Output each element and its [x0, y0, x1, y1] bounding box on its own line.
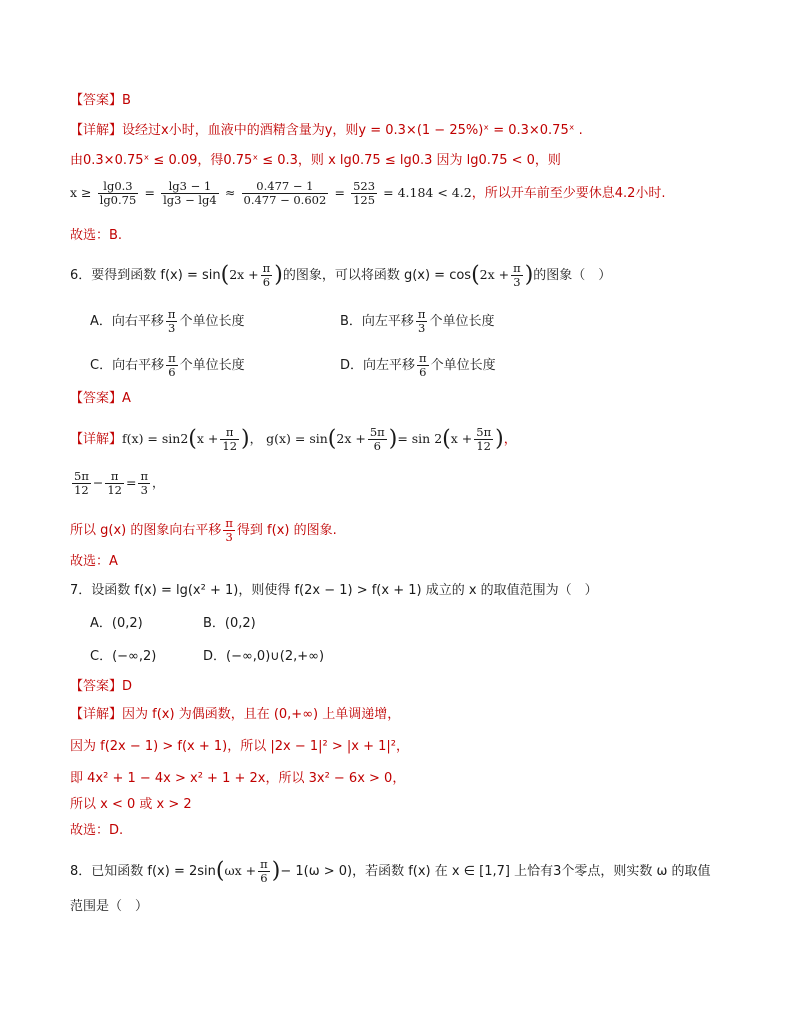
numerator: π [260, 857, 268, 871]
q8-stem [70, 858, 711, 885]
numerator: π [225, 516, 233, 530]
stem-text: 范围是（ ） [70, 899, 149, 914]
numerator: 5π [476, 425, 492, 439]
q6-stem [70, 262, 611, 289]
q7-detail-line2 [70, 738, 409, 756]
math-text: ， g(x) = sin [249, 431, 328, 446]
q5-detail-line2 [70, 152, 561, 170]
math-text: 2x + [479, 267, 510, 282]
option-text: 个单位长度 [179, 314, 245, 329]
q7-option-c [90, 648, 156, 666]
fraction [417, 352, 429, 379]
option-text: B．(0,2) [203, 616, 256, 631]
answer-tag: 【答案】 [70, 391, 123, 406]
math-text: = [334, 185, 345, 200]
answer-value: D [122, 679, 133, 694]
denominator: 6 [419, 365, 427, 379]
fraction [351, 180, 377, 207]
fraction [511, 262, 523, 289]
denominator: 125 [353, 193, 376, 207]
option-text: C．(−∞,2) [90, 649, 157, 664]
paren: ( [327, 426, 337, 452]
option-text: B．向左平移 [340, 314, 414, 329]
option-text: D．向左平移 [340, 358, 416, 373]
fraction [258, 858, 270, 885]
q6-detail-line1 [70, 426, 517, 453]
answer-value: B [122, 93, 131, 108]
math-text: 2x + [336, 431, 366, 446]
option-text: A．(0,2) [90, 616, 143, 631]
detail-text: ，所以开车前至少要休息4.2小时. [471, 186, 666, 201]
option-text: C．向右平移 [90, 358, 165, 373]
denominator: 3 [513, 275, 521, 289]
denominator: 3 [225, 530, 233, 544]
stem-text: 7．设函数 f(x) = lg(x² + 1)，则使得 f(2x − 1) > f(x + 1) 成立的 x 的取值范围为（ ） [70, 583, 598, 598]
numerator: π [262, 261, 271, 275]
paren: ) [241, 426, 250, 452]
answer-value: A [122, 391, 131, 406]
numerator: 5π [74, 469, 89, 483]
denominator: 3 [140, 483, 148, 497]
math-text: = 4.184 < 4.2 [383, 185, 472, 200]
detail-text: 所以 x < 0 或 x > 2 [70, 797, 192, 812]
fraction [220, 426, 239, 453]
numerator: π [105, 470, 124, 484]
numerator: π [220, 426, 239, 440]
option-text: D．(−∞,0)∪(2,+∞) [203, 649, 325, 664]
denominator: 6 [373, 439, 381, 453]
option-text: 个单位长度 [430, 358, 496, 373]
stem-text: − 1(ω > 0)，若函数 f(x) 在 x ∈ [1,7] 上恰有3个零点，则实数 ω 的取值 [280, 864, 711, 879]
paren: ( [215, 858, 225, 884]
q6-equation [70, 470, 165, 497]
answer-tag: 【答案】 [70, 93, 123, 108]
option-text: 个单位长度 [179, 358, 245, 373]
q8-stem-line2 [70, 898, 148, 916]
numerator: lg0.3 [98, 180, 139, 194]
stem-text: 的图象，可以将函数 g(x) = cos [282, 268, 472, 283]
paren: ( [188, 426, 197, 452]
select-text: 故选：A [70, 554, 118, 569]
denominator: 12 [74, 483, 89, 497]
q6-option-b [340, 308, 495, 335]
detail-text: 设经过x小时，血液中的酒精含量为y，则y = 0.3×(1 − 25%)ˣ = 0.3×0.75ˣ . [122, 123, 583, 138]
detail-tag: 【详解】 [70, 707, 123, 722]
detail-text: 因为 f(2x − 1) > f(x + 1)，所以 |2x − 1|² > |x + 1|²， [70, 739, 409, 754]
denominator: 6 [262, 275, 271, 289]
q6-answer [70, 390, 131, 408]
detail-text: 因为 f(x) 为偶函数，且在 (0,+∞) 上单调递增， [122, 707, 401, 722]
q7-detail-line4 [70, 796, 192, 814]
math-text: = [144, 185, 155, 200]
q7-answer [70, 678, 132, 696]
q5-detail-line3 [70, 180, 666, 207]
q5-answer [70, 92, 131, 110]
q6-conclusion [70, 517, 337, 544]
numerator: 5π [369, 425, 385, 439]
fraction [416, 308, 428, 335]
stem-text: 8．已知函数 f(x) = 2sin [70, 864, 216, 879]
q7-detail-line3 [70, 770, 405, 788]
q7-select [70, 822, 123, 840]
select-text: 故选：D. [70, 823, 124, 838]
numerator: π [168, 351, 176, 365]
fraction [161, 180, 219, 207]
math-text: 2x + [229, 267, 259, 282]
fraction [166, 352, 178, 379]
numerator: lg3 − 1 [161, 180, 219, 194]
option-text: A．向右平移 [90, 314, 164, 329]
paren: ) [388, 426, 398, 452]
denominator: 12 [107, 483, 122, 497]
detail-tag: 【详解】 [70, 432, 123, 447]
denominator: 0.477 − 0.602 [243, 193, 327, 207]
denominator: 3 [168, 321, 176, 335]
answer-tag: 【答案】 [70, 679, 123, 694]
math-text: = sin 2 [397, 431, 443, 446]
fraction [474, 426, 493, 453]
denominator: 12 [476, 439, 491, 453]
paren: ( [471, 262, 480, 288]
option-text: 个单位长度 [429, 314, 495, 329]
fraction [242, 180, 329, 207]
math-text: − [92, 475, 104, 490]
stem-text: 的图象（ ） [533, 268, 612, 283]
math-text: ≈ [224, 185, 236, 200]
detail-tag: 【详解】 [70, 123, 123, 138]
math-text: x + [196, 431, 219, 446]
q6-option-d [340, 352, 496, 379]
stem-text: 6．要得到函数 f(x) = sin [70, 268, 221, 283]
select-text: 故选：B. [70, 228, 123, 243]
paren: ( [442, 426, 451, 452]
paren: ) [274, 262, 283, 288]
denominator: 6 [168, 365, 176, 379]
detail-text: 即 4x² + 1 − 4x > x² + 1 + 2x，所以 3x² − 6x > 0， [70, 771, 406, 786]
fraction [166, 308, 178, 335]
fraction [72, 470, 91, 497]
fraction [368, 426, 387, 453]
numerator: 0.477 − 1 [242, 180, 329, 194]
math-text: ωx + [224, 863, 257, 878]
fraction [223, 517, 235, 544]
math-text: f(x) = sin2 [122, 431, 189, 446]
paren: ) [524, 262, 534, 288]
paren: ) [495, 426, 504, 452]
q5-detail-line1 [70, 122, 583, 140]
denominator: lg3 − lg4 [163, 193, 217, 207]
denominator: lg0.75 [99, 193, 137, 207]
detail-text: 所以 g(x) 的图象向右平移 [70, 523, 222, 538]
q7-stem [70, 582, 598, 600]
q6-option-a [90, 308, 244, 335]
q7-option-b [203, 615, 256, 633]
fraction [261, 262, 273, 289]
numerator: π [417, 307, 426, 321]
numerator: π [140, 469, 149, 483]
paren: ) [271, 858, 281, 884]
denominator: 3 [418, 321, 426, 335]
fraction [105, 470, 124, 497]
q5-select [70, 227, 122, 245]
fraction [98, 180, 139, 207]
paren: ( [220, 262, 230, 288]
math-text: x + [450, 431, 473, 446]
denominator: 6 [260, 871, 268, 885]
denominator: 12 [222, 439, 238, 453]
math-text: x ≥ [70, 185, 92, 200]
q7-option-d [203, 648, 324, 666]
detail-text: 得到 f(x) 的图象. [236, 523, 337, 538]
math-text: = [126, 475, 137, 490]
numerator: π [419, 351, 427, 365]
detail-text: 由0.3×0.75ˣ ≤ 0.09，得0.75ˣ ≤ 0.3，则 x lg0.75 ≤ lg0.3 因为 lg0.75 < 0，则 [70, 153, 561, 168]
math-text: ， [152, 475, 165, 490]
q6-select [70, 553, 118, 571]
q6-option-c [90, 352, 245, 379]
q7-detail-line1 [70, 706, 400, 724]
numerator: 523 [353, 179, 376, 193]
q7-option-a [90, 615, 143, 633]
numerator: π [513, 261, 521, 275]
numerator: π [167, 307, 176, 321]
detail-text: ， [503, 432, 517, 447]
fraction [138, 470, 150, 497]
